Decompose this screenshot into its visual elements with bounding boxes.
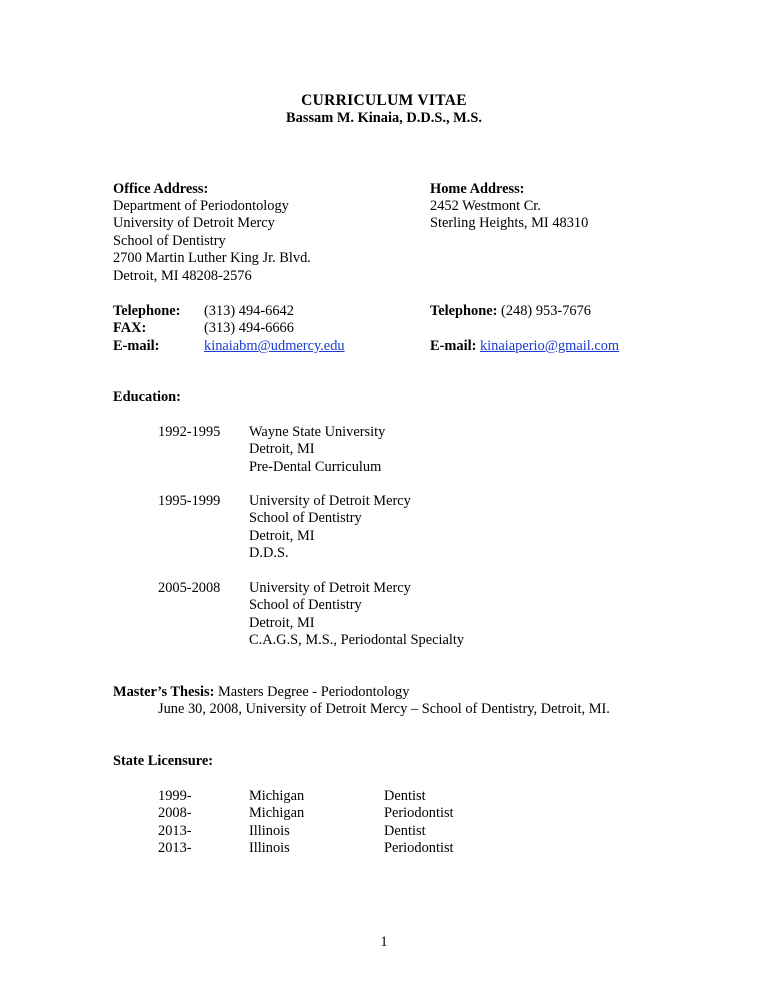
document-title: CURRICULUM VITAE <box>301 92 467 109</box>
home-address-label: Home Address: <box>430 181 525 197</box>
education-heading: Education: <box>113 389 181 405</box>
home-telephone-row <box>430 303 591 320</box>
thesis-row <box>113 684 409 701</box>
education-years: 1995-1999 <box>158 493 221 509</box>
education-line: Detroit, MI <box>249 527 315 544</box>
office-fax-label: FAX: <box>113 320 147 336</box>
education-line: University of Detroit Mercy <box>249 580 411 596</box>
licensure-state: Michigan <box>249 805 305 822</box>
education-line: School of Dentistry <box>249 510 362 527</box>
office-address-line: 2700 Martin Luther King Jr. Blvd. <box>113 250 311 267</box>
office-address-label: Office Address: <box>113 181 209 197</box>
education-years: 1992-1995 <box>158 424 221 440</box>
education-line: School of Dentistry <box>249 597 362 614</box>
education-entry <box>249 493 411 563</box>
office-address-line: University of Detroit Mercy <box>113 215 275 232</box>
thesis-detail: June 30, 2008, University of Detroit Mercy – School of Dentistry, Detroit, MI. <box>158 701 610 717</box>
licensure-heading: State Licensure: <box>113 753 214 769</box>
licensure-year: 2013- <box>158 822 192 839</box>
office-address-line: School of Dentistry <box>113 232 226 249</box>
office-address-line: Detroit, MI 48208-2576 <box>113 267 252 284</box>
office-email-label: E-mail: <box>113 338 160 354</box>
home-address-block <box>430 198 588 233</box>
licensure-states-column <box>249 788 304 858</box>
home-email-label: E-mail: <box>430 338 477 354</box>
thesis-label: Master’s Thesis: <box>113 684 215 700</box>
licensure-types-column <box>384 788 454 858</box>
education-entry <box>249 580 464 650</box>
home-email-link[interactable]: kinaiaperio@gmail.com <box>479 338 620 354</box>
education-line: University of Detroit Mercy <box>249 493 411 509</box>
office-address-block <box>113 198 311 285</box>
office-email-link[interactable]: kinaiabm@udmercy.edu <box>204 338 345 354</box>
licensure-type: Dentist <box>384 822 426 839</box>
home-telephone: (248) 953-7676 <box>501 303 591 319</box>
thesis-title: Masters Degree - Periodontology <box>218 684 410 700</box>
office-address-line: Department of Periodontology <box>113 198 289 214</box>
licensure-type: Periodontist <box>384 840 454 857</box>
licensure-year: 2013- <box>158 840 192 857</box>
licensure-years-column <box>158 788 192 858</box>
home-email-row <box>430 338 619 355</box>
licensure-year: 1999- <box>158 788 192 804</box>
education-line: Pre-Dental Curriculum <box>249 458 382 475</box>
education-years: 2005-2008 <box>158 580 221 596</box>
education-line: D.D.S. <box>249 545 289 562</box>
home-address-line: 2452 Westmont Cr. <box>430 198 541 214</box>
education-line: Detroit, MI <box>249 614 315 631</box>
education-line: C.A.G.S, M.S., Periodontal Specialty <box>249 632 465 649</box>
licensure-state: Illinois <box>249 822 290 839</box>
page-number: 1 <box>380 934 388 950</box>
education-entry <box>249 424 385 476</box>
licensure-state: Illinois <box>249 840 290 857</box>
licensure-type: Dentist <box>384 788 426 804</box>
licensure-state: Michigan <box>249 788 305 804</box>
licensure-type: Periodontist <box>384 805 454 822</box>
office-fax: (313) 494-6666 <box>204 320 294 336</box>
education-line: Detroit, MI <box>249 441 315 458</box>
office-telephone: (313) 494-6642 <box>204 303 294 319</box>
education-line: Wayne State University <box>249 424 386 440</box>
office-telephone-label: Telephone: <box>113 303 181 319</box>
home-telephone-label: Telephone: <box>430 303 498 319</box>
licensure-year: 2008- <box>158 805 192 822</box>
home-address-line: Sterling Heights, MI 48310 <box>430 215 589 232</box>
author-name: Bassam M. Kinaia, D.D.S., M.S. <box>286 110 482 126</box>
